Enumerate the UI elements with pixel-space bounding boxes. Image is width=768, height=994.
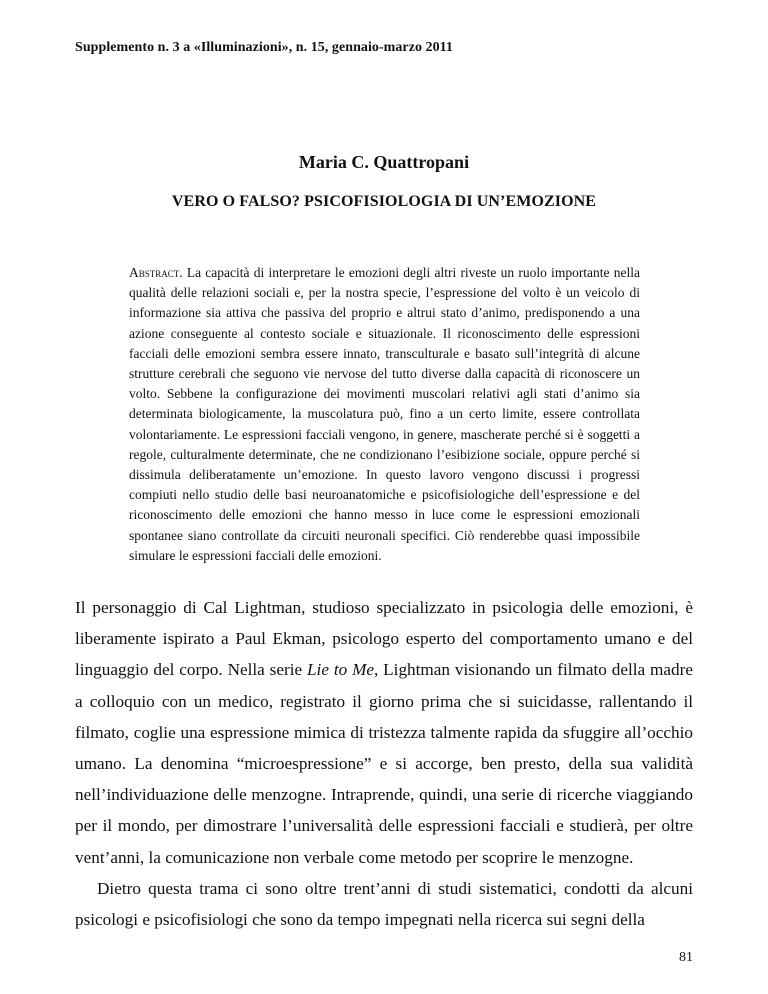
body-paragraph-2: Dietro questa trama ci sono oltre trent’anni di studi sistematici, condotti da alcuni psicologi e psicofisiologi che sono da tempo impegnati nella ricerca sui segni della bbox=[75, 878, 693, 930]
body-paragraph-1 bbox=[75, 592, 693, 873]
abstract-text: La capacità di interpretare le emozioni degli altri riveste un ruolo importante nella qualità delle relazioni sociali e, per la nostra specie, l’espressione del volto è un veicolo di informazione sia attiva che passiva del proprio e altrui stato d’animo, predisponendo a una azione conseguente al contesto sociale e situazionale. Il riconoscimento delle espressioni facciali delle emozioni sembra essere innato, transculturale e basato sull’integrità di alcune strutture cerebrali che seguono vie nervose del tutto diverse dalla capacità di riconoscere un volto. Sebbene la configurazione dei movimenti muscolari relativi agli stati d’animo sia determinata biologicamente, la muscolatura può, fino a un certo limite, essere controllata volontariamente. Le espressioni facciali vengono, in genere, mascherate perché si è soggetti a regole, culturalmente determinate, che ne condizionano l’esibizione sociale, oppure perché si dissimula deliberatamente un’emozione. In questo lavoro vengono discussi i progressi compiuti nello studio delle basi neuroanatomiche e psicofisiologiche dell’espressione e del riconoscimento delle emozioni che hanno messo in luce come le espressioni emozionali spontanee siano controllate da circuiti neuronali specifici. Ciò renderebbe quasi impossibile simulare le espressioni facciali delle emozioni. bbox=[129, 265, 640, 563]
abstract bbox=[129, 263, 640, 566]
series-title: Lie to Me bbox=[306, 660, 375, 680]
paragraph-1-text-a: Il personaggio di Cal Lightman, studioso specializzato in psicologia delle emozioni, è liberamente ispirato a Paul Ekman, psicologo esperto del comportamento umano e del linguaggio del corpo. Nella serie bbox=[75, 598, 693, 680]
article-title: VERO O FALSO? PSICOFISIOLOGIA DI UN’EMOZIONE bbox=[171, 193, 597, 210]
abstract-label: Abstract. bbox=[129, 265, 183, 280]
running-header: Supplemento n. 3 a «Illuminazioni», n. 15, gennaio-marzo 2011 bbox=[75, 40, 453, 55]
paragraph-1-text-b: , Lightman visionando un filmato della madre a colloquio con un medico, registrato il giorno prima che si suicidasse, rallentando il filmato, coglie una espressione mimica di tristezza talmente rapida da sfuggire all’occhio umano. La denomina “microespressione” e si accorge, ben presto, della sua validità nell’individuazione delle menzogne. Intraprende, quindi, una serie di ricerche viaggiando per il mondo, per dimostrare l’universalità delle espressioni facciali e studierà, per oltre vent’anni, la comunicazione non verbale come metodo per scoprire le menzogne. bbox=[75, 660, 693, 867]
body-text bbox=[75, 592, 693, 935]
page-number: 81 bbox=[679, 950, 693, 965]
author-name: Maria C. Quattropani bbox=[298, 152, 470, 172]
